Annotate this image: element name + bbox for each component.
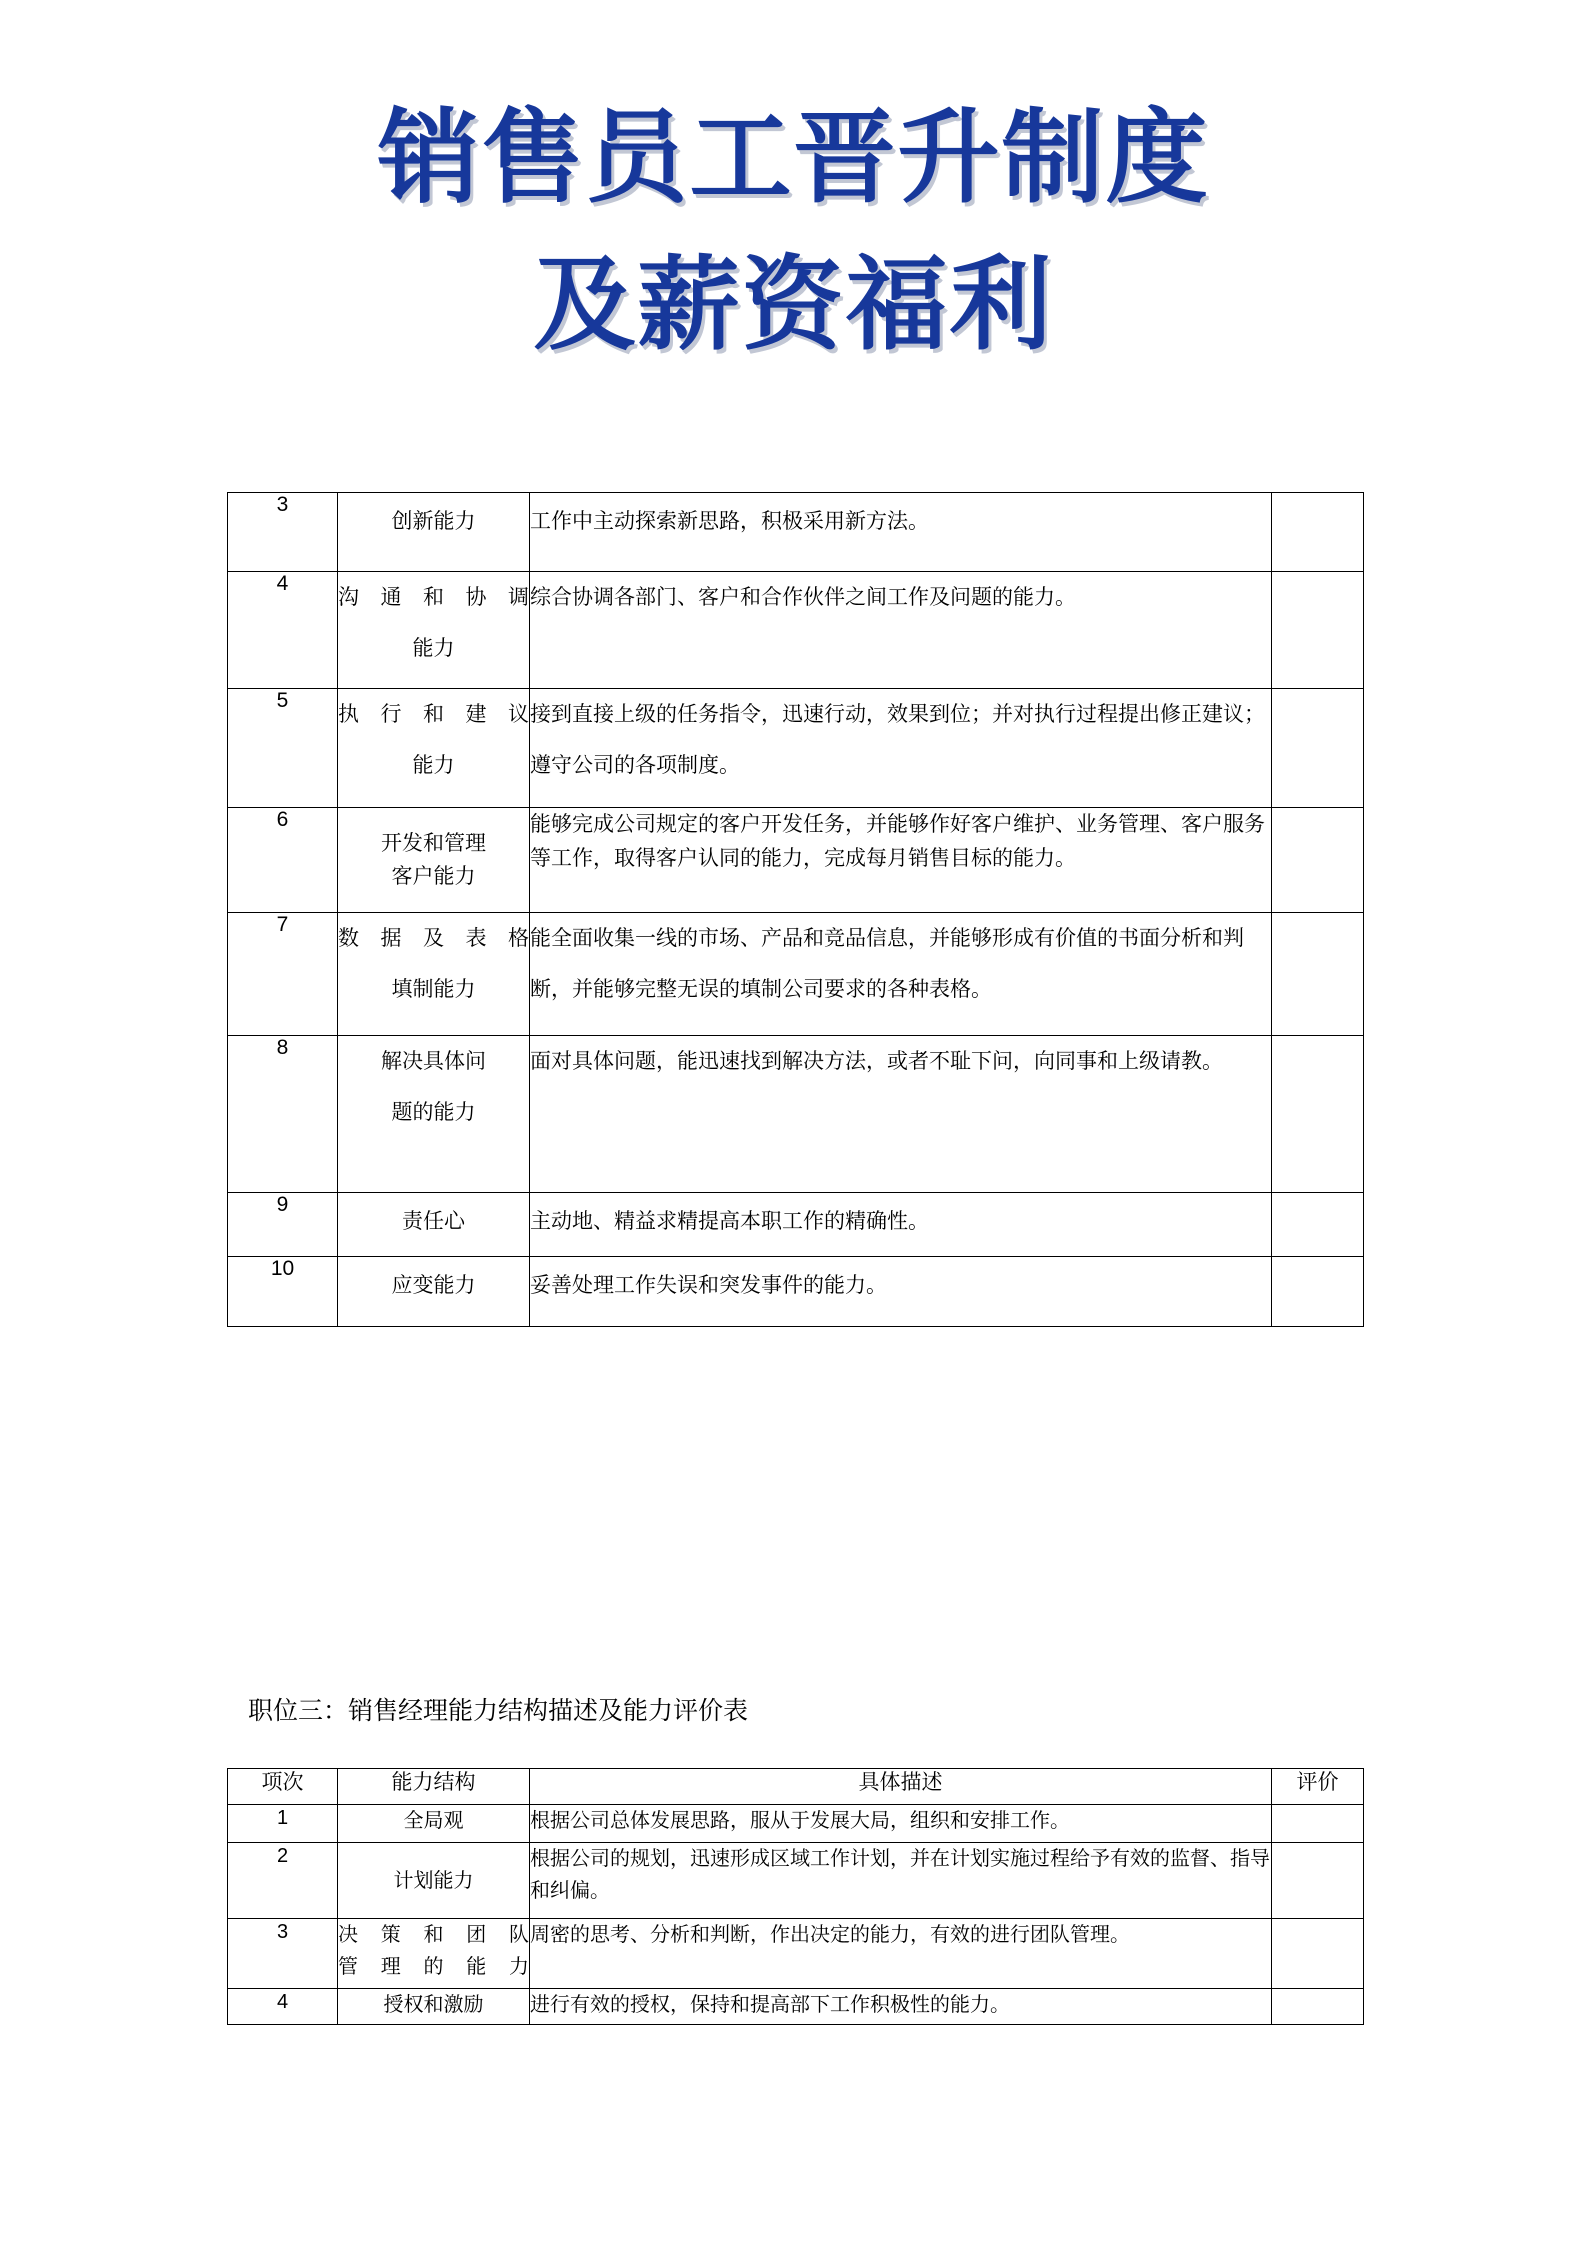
- row-description: 主动地、精益求精提高本职工作的精确性。: [530, 1193, 1272, 1257]
- document-title: [0, 88, 1587, 376]
- table-row: [228, 1257, 1364, 1327]
- column-header-capability: 能力结构: [338, 1769, 530, 1805]
- row-capability-name: [338, 1919, 530, 1989]
- row-evaluation[interactable]: [1272, 1193, 1364, 1257]
- row-description: 根据公司的规划，迅速形成区域工作计划，并在计划实施过程给予有效的监督、指导和纠偏。: [530, 1843, 1272, 1919]
- row-capability-name-line1: 数据及表格: [338, 927, 529, 950]
- row-evaluation[interactable]: [1272, 493, 1364, 572]
- row-capability-name: [338, 689, 530, 808]
- row-description: 面对具体问题，能迅速找到解决方法，或者不耻下问，向同事和上级请教。: [530, 1036, 1272, 1193]
- row-capability-name-line2: 客户能力: [391, 864, 476, 888]
- row-capability-name: 应变能力: [338, 1257, 530, 1327]
- row-capability-name: 计划能力: [338, 1843, 530, 1919]
- row-evaluation[interactable]: [1272, 913, 1364, 1036]
- table-row: [228, 1989, 1364, 2025]
- table-row: [228, 1805, 1364, 1843]
- row-capability-name-line2: 能力: [412, 754, 455, 778]
- row-capability-name-line1: 决策和团队: [338, 1924, 529, 1946]
- row-index: 9: [228, 1193, 338, 1257]
- row-evaluation[interactable]: [1272, 808, 1364, 913]
- table-header-row: [228, 1769, 1364, 1805]
- table-row: [228, 493, 1364, 572]
- row-capability-name: 创新能力: [338, 493, 530, 572]
- row-description: 接到直接上级的任务指令，迅速行动，效果到位；并对执行过程提出修正建议；遵守公司的各项制度。: [530, 689, 1272, 808]
- row-description: 妥善处理工作失误和突发事件的能力。: [530, 1257, 1272, 1327]
- row-description: 周密的思考、分析和判断，作出决定的能力，有效的进行团队管理。: [530, 1919, 1272, 1989]
- row-description: 能全面收集一线的市场、产品和竞品信息，并能够形成有价值的书面分析和判断，并能够完整无误的填制公司要求的各种表格。: [530, 913, 1272, 1036]
- row-description: 根据公司总体发展思路，服从于发展大局，组织和安排工作。: [530, 1805, 1272, 1843]
- row-description: 综合协调各部门、客户和合作伙伴之间工作及问题的能力。: [530, 572, 1272, 689]
- row-capability-name-line2: 能力: [412, 637, 455, 661]
- row-index: 3: [228, 493, 338, 572]
- row-capability-name: 全局观: [338, 1805, 530, 1843]
- row-capability-name: [338, 572, 530, 689]
- title-line-2: 及薪资福利: [533, 247, 1054, 362]
- row-capability-name: [338, 1036, 530, 1193]
- row-capability-name: [338, 808, 530, 913]
- row-capability-name: 责任心: [338, 1193, 530, 1257]
- row-index: 7: [228, 913, 338, 1036]
- row-capability-name-line2: 题的能力: [391, 1101, 476, 1125]
- row-index: 10: [228, 1257, 338, 1327]
- table-row: [228, 913, 1364, 1036]
- section-heading-position-three: 职位三：销售经理能力结构描述及能力评价表: [248, 1697, 749, 1725]
- table-row: [228, 1919, 1364, 1989]
- row-index: 4: [228, 1989, 338, 2025]
- row-capability-name-line1: 解决具体问: [381, 1050, 486, 1073]
- table-row: [228, 689, 1364, 808]
- row-capability-name-line2: 管理的能力: [338, 1956, 529, 1978]
- row-index: 5: [228, 689, 338, 808]
- row-evaluation[interactable]: [1272, 1843, 1364, 1919]
- row-evaluation[interactable]: [1272, 1257, 1364, 1327]
- column-header-index: 项次: [228, 1769, 338, 1805]
- title-line-1: 销售员工晋升制度: [377, 101, 1210, 215]
- row-capability-name: [338, 913, 530, 1036]
- capability-table-sales-manager: [227, 1768, 1364, 2025]
- table-row: [228, 572, 1364, 689]
- row-capability-name-line1: 执行和建议: [338, 703, 529, 726]
- row-evaluation[interactable]: [1272, 1989, 1364, 2025]
- row-description: 能够完成公司规定的客户开发任务，并能够作好客户维护、业务管理、客户服务等工作，取得客户认同的能力，完成每月销售目标的能力。: [530, 808, 1272, 913]
- row-capability-name: 授权和激励: [338, 1989, 530, 2025]
- row-evaluation[interactable]: [1272, 689, 1364, 808]
- table-row: [228, 1193, 1364, 1257]
- table-row: [228, 1036, 1364, 1193]
- row-index: 4: [228, 572, 338, 689]
- row-evaluation[interactable]: [1272, 1036, 1364, 1193]
- table-row: [228, 1843, 1364, 1919]
- row-evaluation[interactable]: [1272, 1919, 1364, 1989]
- table-row: [228, 808, 1364, 913]
- row-index: 2: [228, 1843, 338, 1919]
- row-description: 进行有效的授权，保持和提高部下工作积极性的能力。: [530, 1989, 1272, 2025]
- row-description: 工作中主动探索新思路，积极采用新方法。: [530, 493, 1272, 572]
- row-index: 3: [228, 1919, 338, 1989]
- row-capability-name-line1: 开发和管理: [381, 832, 486, 855]
- row-evaluation[interactable]: [1272, 572, 1364, 689]
- capability-table-salesperson: [227, 492, 1364, 1327]
- column-header-description: 具体描述: [530, 1769, 1272, 1805]
- row-capability-name-line2: 填制能力: [391, 978, 476, 1002]
- row-index: 8: [228, 1036, 338, 1193]
- row-evaluation[interactable]: [1272, 1805, 1364, 1843]
- row-index: 1: [228, 1805, 338, 1843]
- column-header-evaluation: 评价: [1272, 1769, 1364, 1805]
- row-index: 6: [228, 808, 338, 913]
- row-capability-name-line1: 沟通和协调: [338, 586, 529, 609]
